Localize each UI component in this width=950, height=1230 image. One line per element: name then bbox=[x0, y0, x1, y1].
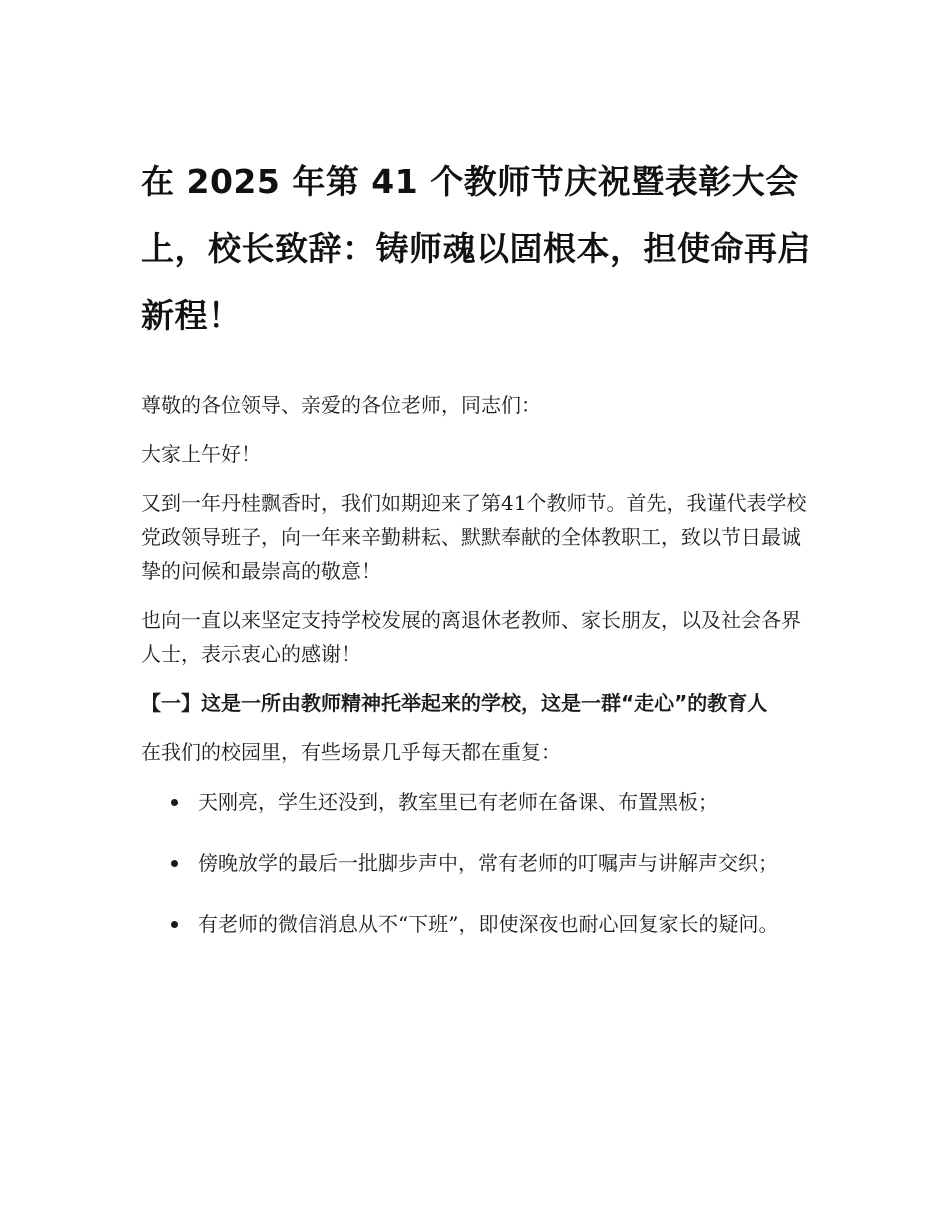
bullet-icon bbox=[171, 799, 178, 806]
document-title: 在 2025 年第 41 个教师节庆祝暨表彰大会上，校长致辞：铸师魂以固根本，担使命再启新程！ bbox=[141, 162, 811, 335]
list-item-text: 天刚亮，学生还没到，教室里已有老师在备课、布置黑板； bbox=[198, 790, 718, 814]
paragraph-thanks: 也向一直以来坚定支持学校发展的离退休老教师、家长朋友，以及社会各界人士，表示衷心的感谢！ bbox=[141, 608, 801, 666]
bullet-icon bbox=[171, 860, 178, 867]
section-heading: 【一】这是一所由教师精神托举起来的学校，这是一群“走心”的教育人 bbox=[141, 691, 768, 715]
paragraph-opening: 又到一年丹桂飘香时，我们如期迎来了第41个教师节。首先，我谨代表学校党政领导班子，向一年来辛勤耕耘、默默奉献的全体教职工，致以节日最诚挚的问候和最崇高的敬意！ bbox=[141, 491, 807, 583]
section-intro: 在我们的校园里，有些场景几乎每天都在重复： bbox=[141, 740, 561, 764]
salutation: 尊敬的各位领导、亲爱的各位老师，同志们： bbox=[141, 393, 541, 417]
document-body bbox=[141, 388, 811, 967]
greeting: 大家上午好！ bbox=[141, 442, 261, 466]
list-item-text: 傍晚放学的最后一批脚步声中，常有老师的叮嘱声与讲解声交织； bbox=[198, 851, 778, 875]
bullet-icon bbox=[171, 921, 178, 928]
list-item bbox=[141, 784, 811, 820]
list-item bbox=[141, 845, 811, 881]
list-item bbox=[141, 906, 811, 942]
list-item-text: 有老师的微信消息从不“下班”，即使深夜也耐心回复家长的疑问。 bbox=[198, 912, 779, 936]
bullet-list bbox=[141, 784, 811, 942]
